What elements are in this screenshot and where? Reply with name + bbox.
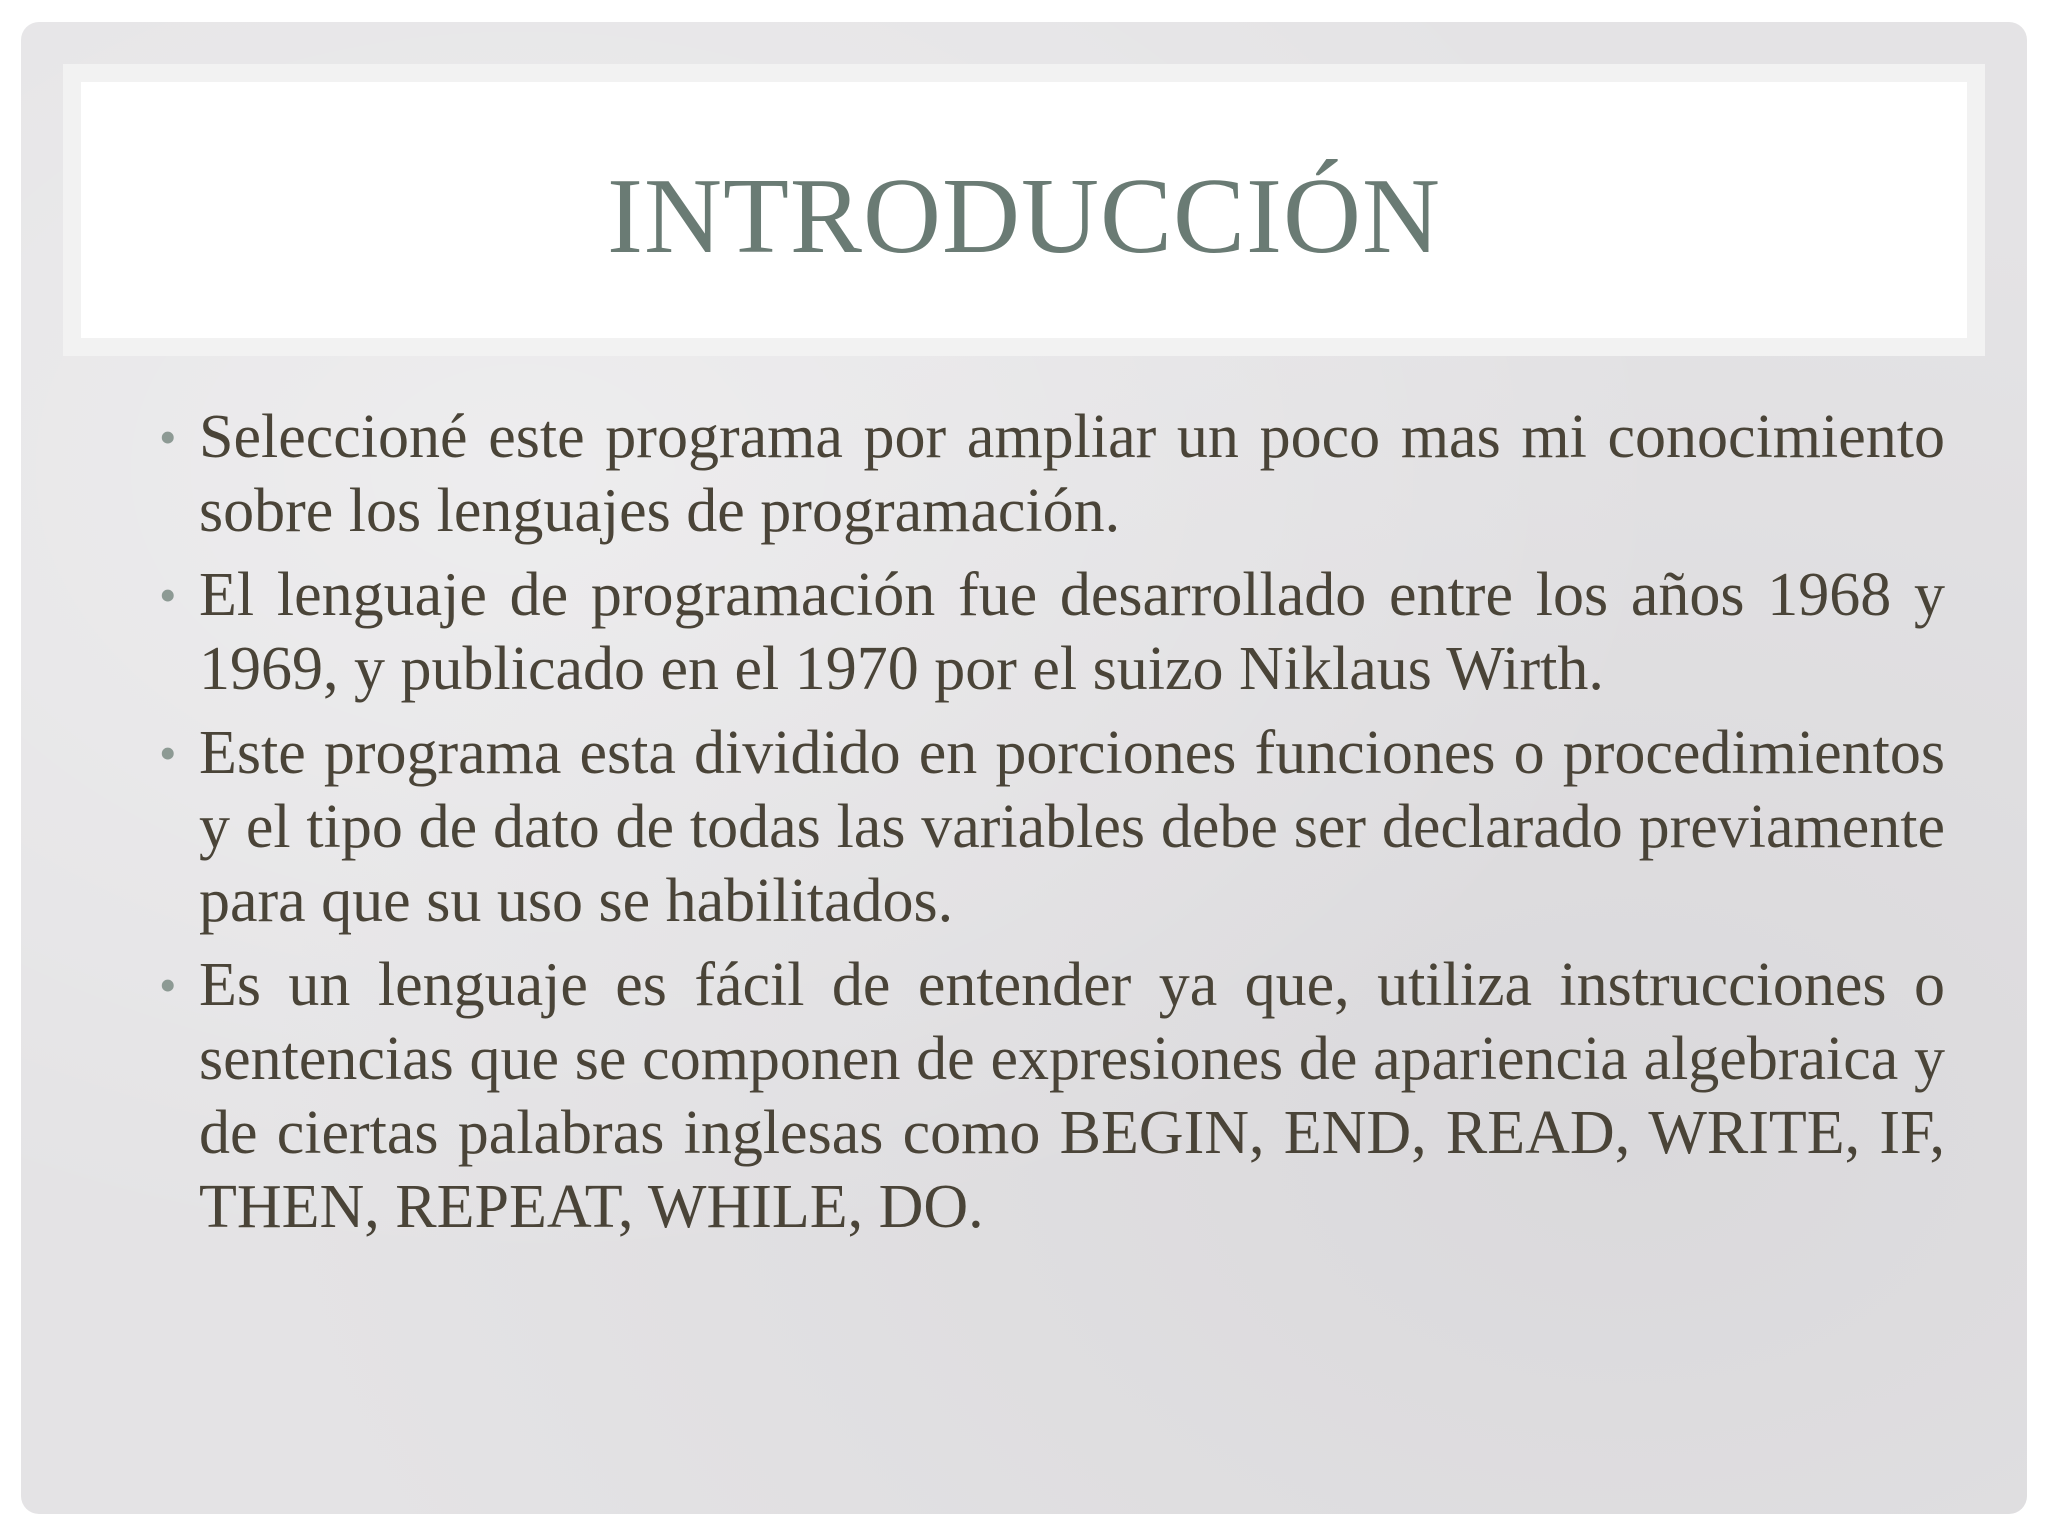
slide-title: INTRODUCCIÓN [607,157,1441,276]
bullet-text: Este programa esta dividido en porciones funciones o procedimientos y el tipo de dato de todas las variables debe ser declarado previamente para que su uso se habilitados. [199,719,1945,935]
bullet-text: Seleccioné este programa por ampliar un poco mas mi conocimiento sobre los lenguajes de programación. [199,403,1945,545]
bullet-item [143,400,1945,548]
bullet-item [143,948,1945,1244]
bullet-icon: • [159,409,177,465]
bullet-icon: • [159,957,177,1013]
bullet-icon: • [159,567,177,623]
bullet-icon: • [159,725,177,781]
bullet-text: Es un lenguaje es fácil de entender ya que, utiliza instrucciones o sentencias que se componen de expresiones de apariencia algebraica y de ciertas palabras inglesas como BEGIN, END, READ, WRITE, IF, THEN, REPEAT, WHILE, DO. [199,951,1945,1241]
slide [21,22,2027,1514]
title-frame [63,64,1985,356]
bullet-item [143,716,1945,938]
bullet-item [143,558,1945,706]
bullet-text: El lenguaje de programación fue desarrollado entre los años 1968 y 1969, y publicado en el 1970 por el suizo Niklaus Wirth. [199,561,1945,703]
bullet-list [143,400,1945,1254]
title-box [81,82,1967,338]
